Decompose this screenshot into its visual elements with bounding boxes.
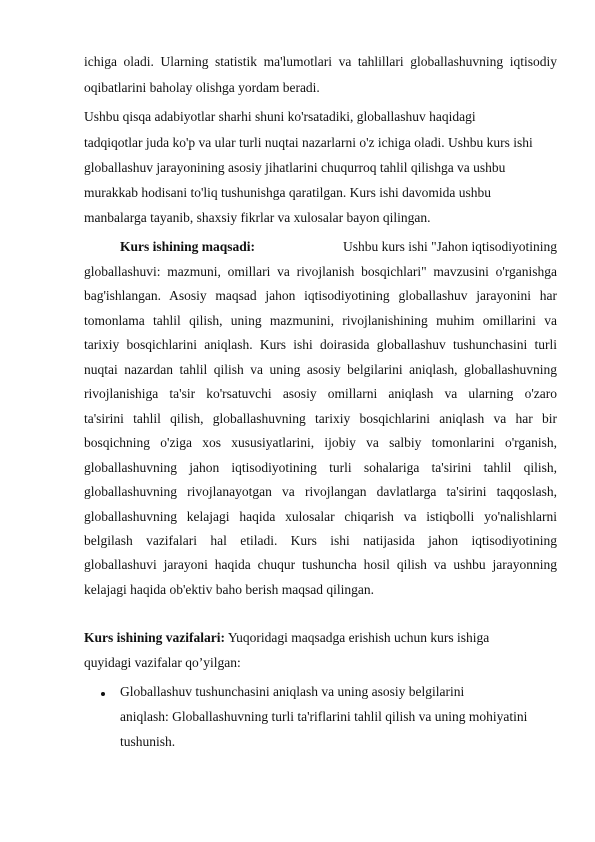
summary-line-1: Ushbu qisqa adabiyotlar sharhi shuni ko'rsatadiki, globallashuv haqidagi <box>84 109 476 124</box>
goal-first-line <box>120 239 557 255</box>
summary-line-2: tadqiqotlar juda ko'p va ular turli nuqtai nazarlarni o'z ichiga oladi. Ushbu kurs ishi <box>84 135 533 150</box>
goal-line-6: nuqtai nazardan tahlil qilish va uning asosiy belgilarini aniqlash, globallashuvning <box>84 361 557 377</box>
intro-line-1: ichiga oladi. Ularning statistik ma'lumotlari va tahlillari globallashuvning iqtisodiy <box>84 54 557 69</box>
bullet-line-3: tushunish. <box>120 734 176 749</box>
goal-line-2: globallashuvi: mazmuni, omillari va rivojlanish bosqichlari" mavzusini o'rganishga <box>84 264 557 279</box>
goal-line-8: ta'sirini tahlil qilish, globallashuvning tarixiy bosqichlarini aniqlash va har bir <box>84 410 557 426</box>
summary-line-4: murakkab hodisani to'liq tushunishga qaratilgan. Kurs ishi davomida ushbu <box>84 185 492 200</box>
intro-line-2: oqibatlarini baholay olishga yordam beradi. <box>84 80 320 95</box>
goal-line-3: bag'ishlangan. Asosiy maqsad jahon iqtisodiyotining globallashuv jarayonini har <box>84 288 557 304</box>
goal-line-5: tarixiy bosqichlarini aniqlash. Kurs ishi doirasida globallashuv tushunchasini turli <box>84 337 557 353</box>
tasks-heading-line <box>84 630 489 646</box>
goal-line-4: tomonlama tahlil qilish, uning mazmunini, rivojlanishining muhim omillarini va <box>84 312 557 328</box>
goal-heading: Kurs ishining maqsadi: <box>120 239 256 254</box>
bullet-line-1: Globallashuv tushunchasini aniqlash va uning asosiy belgilarini <box>120 684 465 699</box>
summary-line-5: manbalarga tayanib, shaxsiy fikrlar va xulosalar bayon qilingan. <box>84 210 431 225</box>
summary-line-3: globallashuv jarayonining asosiy jihatlarini chuqurroq tahlil qilishga va ushbu <box>84 160 506 175</box>
goal-line-9: bosqichning o'ziga xos xususiyatlarini, ijobiy va salbiy tomonlarini o'rganish, <box>84 435 557 451</box>
goal-line-10: globallashuvning jahon iqtisodiyotining turli sohalariga ta'sirini tahlil qilish, <box>84 459 557 475</box>
goal-line-14: globallashuvi jarayoni haqida chuqur tushuncha hosil qilish va ushbu jarayonning <box>84 557 557 573</box>
tasks-line-2: quyidagi vazifalar qo’yilgan: <box>84 655 241 670</box>
goal-line-1: Ushbu kurs ishi "Jahon iqtisodiyotining <box>342 239 557 254</box>
tasks-heading: Kurs ishining vazifalari: <box>84 630 226 645</box>
goal-line-15: kelajagi haqida ob'ektiv baho berish maqsad qilingan. <box>84 581 374 597</box>
goal-line-12: globallashuvning kelajagi haqida xulosalar chiqarish va istiqbolli yo'nalishlarni <box>84 508 557 524</box>
bullet-icon <box>101 692 105 696</box>
goal-line-7: rivojlanishiga ta'sir ko'rsatuvchi asosiy omillarni aniqlash va ularning o'zaro <box>84 386 557 402</box>
bullet-line-2: aniqlash: Globallashuvning turli ta'riflarini tahlil qilish va uning mohiyatini <box>120 709 528 724</box>
goal-line-13: belgilash vazifalari hal etiladi. Kurs ishi natijasida jahon iqtisodiyotining <box>84 533 557 548</box>
goal-line-11: globallashuvning rivojlanayotgan va rivojlangan davlatlarga ta'sirini taqqoslash, <box>84 484 557 499</box>
tasks-heading-rest: Yuqoridagi maqsadga erishish uchun kurs ishiga <box>225 630 490 645</box>
